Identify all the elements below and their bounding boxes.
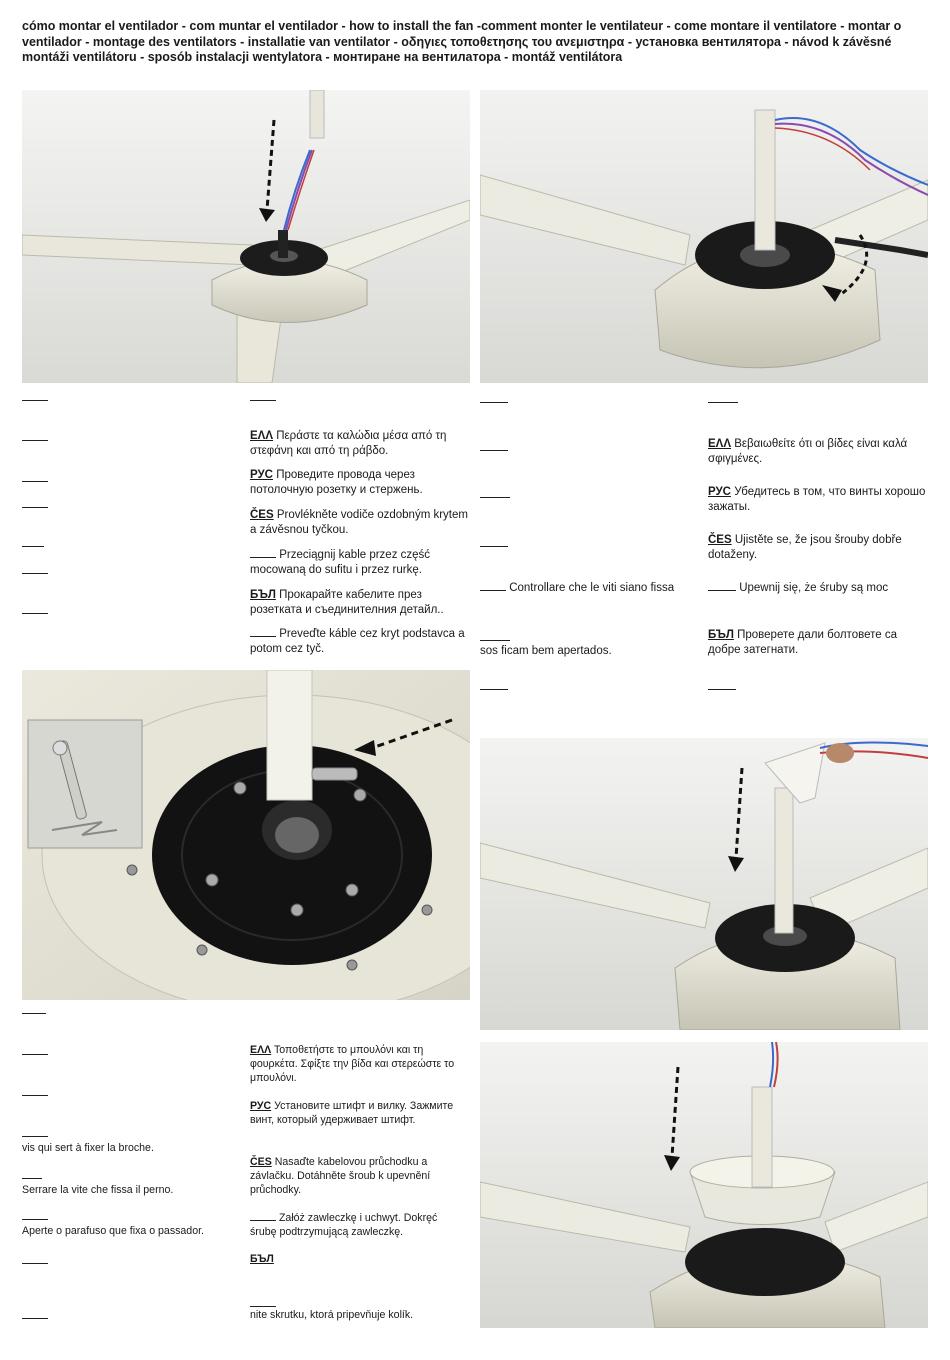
placeholder-line: [22, 613, 48, 614]
instruction-slovak-3: nite skrutku, ktorá pripevňuje kolík.: [250, 1309, 414, 1321]
instruction-text: Βεβαιωθείτε ότι οι βίδες είναι καλά σφιγμένες.: [708, 438, 908, 465]
placeholder-line: [22, 440, 48, 441]
placeholder-line: [22, 1095, 48, 1096]
instruction-text: Upewnij się, że śruby są moc: [739, 582, 889, 594]
lang-code: РУС: [250, 469, 273, 481]
instruction-portuguese-3: Aperte o parafuso que fixa o passador.: [22, 1225, 204, 1237]
instruction-portuguese-2: sos ficam bem apertados.: [480, 645, 612, 657]
instruction-russian-3: [250, 1099, 465, 1127]
placeholder-line: [480, 640, 510, 641]
photo-step5-canopy-lowered: [480, 1042, 928, 1328]
placeholder-line: [480, 450, 508, 451]
placeholder-line: [250, 548, 276, 558]
placeholder-line: [22, 1219, 48, 1220]
instruction-russian-1: [250, 468, 470, 498]
lang-code: БЪЛ: [250, 1253, 274, 1265]
placeholder-line: [22, 507, 48, 508]
placeholder-line: [250, 627, 276, 637]
placeholder-line: [708, 581, 736, 591]
placeholder-line: [480, 402, 508, 403]
placeholder-line: [22, 1318, 48, 1319]
instruction-czech-3: [250, 1155, 465, 1197]
lang-code: ΕΛΛ: [250, 430, 274, 442]
instruction-text: Τοποθετήστε το μπουλόνι και τη φουρκέτα. Σφίξτε την βίδα και στερεώστε το μπουλόνι.: [250, 1044, 455, 1084]
placeholder-line: [22, 400, 48, 401]
lang-code: РУС: [708, 486, 731, 498]
placeholder-line: [22, 546, 44, 547]
instruction-greek-1: [250, 429, 470, 459]
lang-code: РУС: [250, 1100, 272, 1112]
instruction-czech-2: [708, 533, 928, 563]
placeholder-line: [480, 546, 508, 547]
instruction-russian-2: [708, 485, 928, 515]
lang-code: БЪЛ: [708, 629, 734, 641]
placeholder-line: [250, 1211, 276, 1221]
instruction-text: Przeciągnij kable przez część mocowaną do sufitu i przez rurkę.: [250, 549, 431, 576]
photo-step3-pin-and-clip: [22, 670, 470, 1000]
photo-step4-canopy-onto-rod: [480, 738, 928, 1030]
placeholder-line: [480, 497, 510, 498]
instruction-bulgarian-3: [250, 1252, 465, 1266]
instruction-polish-1: [250, 548, 470, 578]
placeholder-line: [708, 689, 736, 690]
instruction-italian-3: Serrare la vite che fissa il perno.: [22, 1184, 174, 1196]
lang-code: ČES: [250, 1156, 272, 1168]
photo-step2-check-screws: [480, 90, 928, 383]
placeholder-line: [22, 1136, 48, 1137]
instruction-bulgarian-2: [708, 628, 928, 658]
placeholder-line: [250, 1306, 276, 1307]
page-title: cómo montar el ventilador - com muntar el ventilador - how to install the fan -comment monter le ventilateur - come montare il ventilatore - montar o ventilador - montage des ventilators - installatie van ventilator - οδηγιες τοποθετησης του ανεμιστηρα - установка вентилятора - návod k závěsné montáži ventilátoru - sposób instalacji wentylatora - монтиране на вентилатора - montáž ventilátora: [22, 19, 902, 64]
instruction-text: Проведите провода через потолочную розетку и стержень.: [250, 469, 423, 496]
instruction-text: Περάστε τα καλώδια μέσα από τη στεφάνη και από τη ράβδο.: [250, 430, 447, 457]
placeholder-line: [480, 689, 508, 690]
placeholder-line: [250, 400, 276, 401]
instruction-text: Ujistěte se, že jsou šrouby dobře dotaženy.: [708, 534, 902, 561]
instruction-text: Załóż zawleczkę i uchwyt. Dokręć śrubę podtrzymującą zawleczkę.: [250, 1212, 438, 1238]
instruction-greek-2: [708, 437, 928, 467]
placeholder-line: [22, 481, 48, 482]
instruction-italian-2: [480, 581, 705, 596]
placeholder-line: [22, 573, 48, 574]
lang-code: ČES: [250, 509, 274, 521]
placeholder-line: [708, 402, 738, 403]
placeholder-line: [22, 1013, 46, 1014]
instruction-bulgarian-1: [250, 588, 470, 618]
instruction-greek-3: [250, 1043, 465, 1085]
instruction-text: Provlékněte vodiče ozdobným krytem a závěsnou tyčkou.: [250, 509, 468, 536]
instruction-text: Проверете дали болтовете са добре затегнати.: [708, 629, 897, 656]
instruction-text: Установите штифт и вилку. Зажмите винт, который удерживает штифт.: [250, 1100, 454, 1126]
placeholder-line: [22, 1054, 48, 1055]
instruction-text: Preveďte káble cez kryt podstavca a potom cez tyč.: [250, 628, 465, 655]
instruction-text: Nasaďte kabelovou průchodku a závlačku. Dotáhněte šroub k upevnění průchodky.: [250, 1156, 431, 1196]
photo-step1-wires-through-canopy: [22, 90, 470, 383]
instruction-polish-2: [708, 581, 928, 596]
lang-code: ΕΛΛ: [250, 1044, 272, 1056]
instruction-polish-3: [250, 1211, 465, 1239]
lang-code: ČES: [708, 534, 732, 546]
instruction-slovak-1: [250, 627, 470, 657]
lang-code: БЪЛ: [250, 589, 276, 601]
placeholder-line: [22, 1178, 42, 1179]
instruction-french-3: vis qui sert à fixer la broche.: [22, 1142, 154, 1154]
placeholder-line: [480, 581, 506, 591]
lang-code: ΕΛΛ: [708, 438, 732, 450]
instruction-text: Убедитесь в том, что винты хорошо зажаты.: [708, 486, 926, 513]
placeholder-line: [22, 1263, 48, 1264]
instruction-text: Прокарайте кабелите през розетката и съединителния детайл..: [250, 589, 444, 616]
instruction-text: Controllare che le viti siano fissa: [509, 582, 675, 594]
instruction-czech-1: [250, 508, 470, 538]
